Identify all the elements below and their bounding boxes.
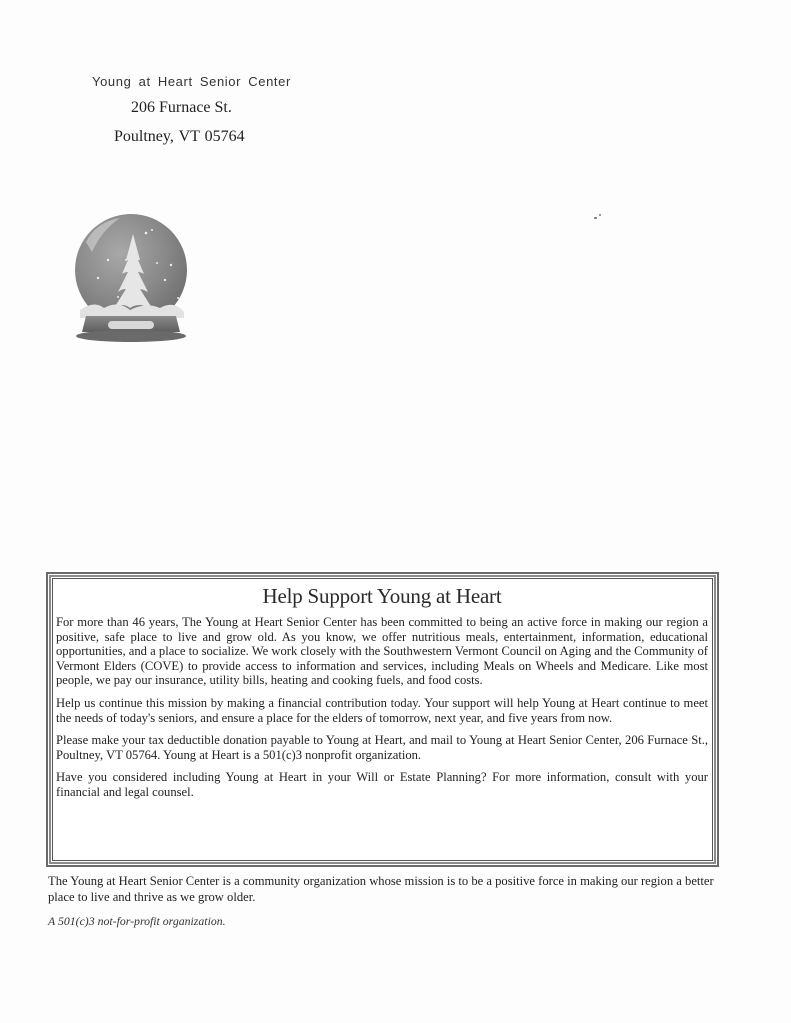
mission-statement: The Young at Heart Senior Center is a community organization whose mission is to be a positive force in making our region a better place to live and thrive as we grow older. — [48, 874, 714, 904]
appeal-paragraph: Please make your tax deductible donation payable to Young at Heart, and mail to Young at Heart Senior Center, 206 Furnace St., Poultney, VT 05764. Young at Heart is a 501(c)3 nonprofit organization. — [56, 733, 708, 762]
appeal-paragraph: For more than 46 years, The Young at Heart Senior Center has been committed to being an active force in making our region a positive, safe place to live and grow old. As you know, we offer nutritious meals, entertainment, information, educational opportunities, and a place to socialize. We work closely with the Southwestern Vermont Council on Aging and the Community of Vermont Elders (COVE) to provide access to information and services, including Meals on Wheels and Medicare. Like most people, we pay our insurance, utility bills, heating and cooking fuels, and food costs. — [56, 615, 708, 688]
street-address: 206 Furnace St. — [131, 99, 232, 116]
base-label — [108, 321, 154, 329]
appeal-paragraph: Help us continue this mission by making a financial contribution today. Your support will help Young at Heart continue to meet the needs of today's seniors, and ensure a place for the elders of tomorrow, next year, and five years from now. — [56, 695, 708, 725]
support-appeal-box — [46, 572, 719, 867]
appeal-title: Help Support Young at Heart — [262, 584, 502, 608]
snow-globe-icon — [68, 208, 198, 353]
nonprofit-note: A 501(c)3 not-for-profit organization. — [48, 914, 226, 928]
appeal-paragraph: Have you considered including Young at Heart in your Will or Estate Planning? For more information, consult with your financial and legal counsel. — [56, 770, 708, 799]
base-foot — [76, 330, 186, 342]
scan-speck — [599, 214, 601, 216]
organization-name: Young at Heart Senior Center — [92, 74, 291, 89]
city-state-zip: Poultney, VT 05764 — [114, 128, 245, 145]
scan-speck — [594, 217, 597, 219]
